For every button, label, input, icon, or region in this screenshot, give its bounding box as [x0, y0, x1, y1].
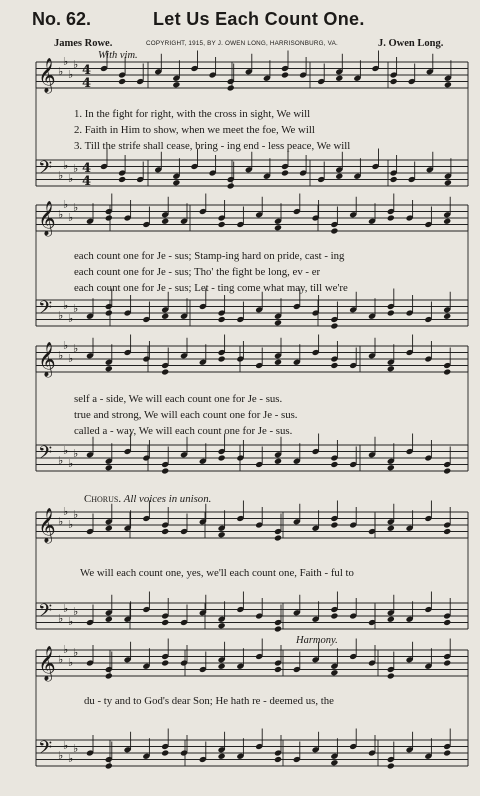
note-head	[390, 176, 398, 183]
bass-clef-icon: 𝄢	[38, 298, 53, 323]
note-head	[105, 365, 113, 372]
note-head	[218, 663, 226, 670]
treble-clef-icon: 𝄞	[38, 646, 56, 681]
note-head	[274, 458, 282, 465]
hymn-title: Let Us Each Count One.	[153, 9, 365, 29]
note-head	[218, 622, 226, 629]
note-head	[335, 173, 343, 180]
verse-2-line-1: 2. Faith in Him to show, when we meet the foe, We will	[74, 124, 315, 136]
flat-icon: ♭	[68, 68, 74, 81]
flat-icon: ♭	[73, 342, 79, 355]
time-signature: 4	[82, 174, 92, 189]
bass-clef-icon: 𝄢	[38, 601, 53, 626]
flat-icon: ♭	[58, 208, 64, 221]
flat-icon: ♭	[68, 172, 74, 185]
note-head	[387, 762, 395, 769]
verse-1-line-3: self a - side, We will each count one for Je - sus.	[74, 393, 283, 405]
treble-clef-icon: 𝄞	[38, 508, 56, 543]
verse-1-line-2: each count one for Je - sus; Stamp-ing hard on pride, cast - ing	[74, 250, 345, 262]
flat-icon: ♭	[68, 615, 74, 628]
note-head	[218, 753, 226, 760]
flat-icon: ♭	[63, 299, 69, 312]
flat-icon: ♭	[73, 605, 79, 618]
flat-icon: ♭	[63, 643, 69, 656]
note-head	[218, 316, 226, 323]
note-head	[105, 309, 113, 316]
verse-2-line-2: each count one for Je - sus; Tho' the fight be long, ev - er	[74, 266, 321, 278]
note-head	[330, 669, 338, 676]
treble-clef-icon: 𝄞	[38, 342, 56, 377]
note-head	[443, 313, 451, 320]
flat-icon: ♭	[73, 201, 79, 214]
flat-icon: ♭	[68, 312, 74, 325]
flat-icon: ♭	[58, 169, 64, 182]
note-head	[387, 464, 395, 471]
note-head	[105, 214, 113, 221]
note-head	[105, 525, 113, 532]
flat-icon: ♭	[68, 457, 74, 470]
bass-clef-icon: 𝄢	[38, 158, 53, 183]
note-head	[444, 179, 452, 186]
note-head	[105, 464, 113, 471]
verse-3-line-1: 3. Till the strife shall cease, bring - ing end - less peace, We will	[74, 140, 351, 152]
note-head	[443, 528, 451, 535]
chorus-direction: All voices in unison.	[123, 493, 212, 505]
note-head	[335, 75, 343, 82]
verse-3-line-2: each count one for Je - sus; Let - ting come what may, till we're	[74, 282, 348, 294]
note-head	[330, 461, 338, 468]
verse-1-line-1: 1. In the fight for right, with the cross in sight, We will	[74, 108, 311, 120]
note-head	[330, 759, 338, 766]
note-head	[161, 749, 169, 756]
note-head	[118, 176, 126, 183]
note-head	[118, 78, 126, 85]
chorus-lyric-line-2: du - ty and to God's dear Son; He hath re - deemed us, the	[84, 695, 334, 707]
note-head	[281, 71, 289, 78]
tempo-marking: With vim.	[98, 50, 138, 61]
note-head	[105, 672, 113, 679]
bass-clef-icon: 𝄢	[38, 443, 53, 468]
note-head	[161, 368, 169, 375]
composer-credit: J. Owen Long.	[378, 38, 444, 49]
flat-icon: ♭	[58, 515, 64, 528]
flat-icon: ♭	[63, 505, 69, 518]
note-head	[387, 672, 395, 679]
chorus-label: Chorus.	[84, 493, 122, 505]
note-head	[330, 227, 338, 234]
hymn-number: No. 62.	[32, 9, 92, 29]
flat-icon: ♭	[58, 749, 64, 762]
flat-icon: ♭	[68, 656, 74, 669]
treble-clef-icon: 𝄞	[38, 58, 56, 93]
harmony-direction: Harmony.	[296, 635, 338, 646]
flat-icon: ♭	[58, 65, 64, 78]
time-signature: 4	[82, 76, 92, 91]
treble-clef-icon: 𝄞	[38, 201, 56, 236]
note-head	[387, 309, 395, 316]
note-head	[330, 362, 338, 369]
time-signature: 4	[82, 161, 92, 176]
copyright-notice: COPYRIGHT, 1915, BY J. OWEN LONG, HARRISONBURG, VA.	[146, 40, 338, 47]
chorus-heading	[84, 493, 211, 505]
note-head	[443, 619, 451, 626]
flat-icon: ♭	[63, 55, 69, 68]
note-head	[218, 531, 226, 538]
flat-icon: ♭	[63, 444, 69, 457]
lyricist-credit: James Rowe.	[54, 38, 113, 49]
note-head	[172, 81, 180, 88]
verse-2-line-3: true and strong, We will each count one for Je - sus.	[74, 409, 298, 421]
flat-icon: ♭	[58, 349, 64, 362]
flat-icon: ♭	[63, 602, 69, 615]
flat-icon: ♭	[58, 454, 64, 467]
flat-icon: ♭	[58, 612, 64, 625]
note-head	[274, 224, 282, 231]
note-head	[330, 521, 338, 528]
flat-icon: ♭	[73, 162, 79, 175]
note-head	[443, 749, 451, 756]
note-head	[274, 756, 282, 763]
flat-icon: ♭	[58, 653, 64, 666]
note-head	[161, 528, 169, 535]
note-head	[274, 625, 282, 632]
flat-icon: ♭	[68, 518, 74, 531]
flat-icon: ♭	[73, 742, 79, 755]
note-head	[444, 81, 452, 88]
flat-icon: ♭	[58, 309, 64, 322]
note-head	[172, 179, 180, 186]
flat-icon: ♭	[68, 752, 74, 765]
note-head	[443, 368, 451, 375]
note-head	[218, 355, 226, 362]
note-head	[281, 169, 289, 176]
note-head	[274, 534, 282, 541]
note-head	[161, 659, 169, 666]
note-head	[387, 616, 395, 623]
note-head	[443, 467, 451, 474]
note-head	[387, 365, 395, 372]
flat-icon: ♭	[73, 646, 79, 659]
note-head	[105, 616, 113, 623]
note-head	[330, 322, 338, 329]
note-head	[218, 221, 226, 228]
chorus-lyric-line-1: We will each count one, yes, we'll each count one, Faith - ful to	[80, 567, 354, 579]
note-head	[443, 659, 451, 666]
note-head	[387, 525, 395, 532]
note-head	[161, 218, 169, 225]
note-head	[274, 666, 282, 673]
bass-clef-icon: 𝄢	[38, 738, 53, 763]
flat-icon: ♭	[68, 352, 74, 365]
note-head	[161, 467, 169, 474]
note-head	[105, 762, 113, 769]
flat-icon: ♭	[63, 339, 69, 352]
note-head	[227, 84, 235, 91]
flat-icon: ♭	[63, 159, 69, 172]
note-head	[161, 619, 169, 626]
flat-icon: ♭	[63, 198, 69, 211]
note-head	[387, 214, 395, 221]
note-head	[161, 313, 169, 320]
note-head	[218, 454, 226, 461]
note-head	[274, 319, 282, 326]
flat-icon: ♭	[68, 211, 74, 224]
verse-3-line-3: called a - way, We will each count one for Je - sus.	[74, 425, 293, 437]
flat-icon: ♭	[73, 508, 79, 521]
note-head	[274, 359, 282, 366]
time-signature: 4	[82, 63, 92, 78]
note-head	[443, 218, 451, 225]
flat-icon: ♭	[63, 739, 69, 752]
note-head	[330, 612, 338, 619]
note-head	[390, 78, 398, 85]
note-head	[227, 182, 235, 189]
flat-icon: ♭	[73, 447, 79, 460]
flat-icon: ♭	[73, 58, 79, 71]
flat-icon: ♭	[73, 302, 79, 315]
